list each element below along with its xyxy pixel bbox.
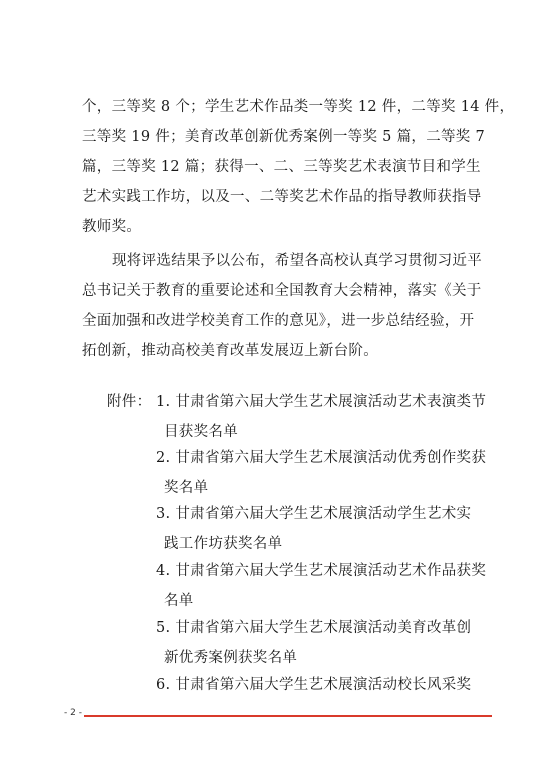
attachment-line: 新优秀案例获奖名单 [164,650,298,666]
attachment-item [156,499,496,559]
attachment-line: 践工作坊获奖名单 [164,536,283,552]
text-line: 总书记关于教育的重要论述和全国教育大会精神，落实《关于 [82,283,482,299]
attachment-item [156,556,496,616]
attachment-line: 名单 [164,593,194,609]
attachment-line: 1. 甘肃省第六届大学生艺术展演活动艺术表演类节 [156,394,487,410]
text-line: 三等奖 19 件；美育改革创新优秀案例一等奖 5 篇，二等奖 7 [82,129,486,145]
attachment-line: 3. 甘肃省第六届大学生艺术展演活动学生艺术实 [156,506,472,522]
text-line: 教师奖。 [82,219,142,235]
attachment-line: 5. 甘肃省第六届大学生艺术展演活动美育改革创 [156,620,472,636]
attachment-line: 目获奖名单 [164,424,238,440]
text-line: 拓创新，推动高校美育改革发展迈上新台阶。 [82,343,378,359]
body-paragraph-awards [82,92,515,242]
footer-rule [62,715,492,717]
attachment-item [156,387,496,447]
body-paragraph-announcement [82,246,492,366]
attachment-item [156,443,496,503]
attachment-line: 6. 甘肃省第六届大学生艺术展演活动校长风采奖 [156,677,472,693]
attachments-label: 附件： [107,394,152,410]
page-number: - 2 - [64,708,82,718]
attachment-item [156,670,496,700]
attachment-line: 4. 甘肃省第六届大学生艺术展演活动艺术作品获奖 [156,563,487,579]
text-line: 艺术实践工作坊，以及一、二等奖艺术作品的指导教师获指导 [82,189,482,205]
attachment-item [156,613,496,673]
text-line: 篇，三等奖 12 篇；获得一、二、三等奖艺术表演节目和学生 [82,159,481,175]
text-line: 个，三等奖 8 个；学生艺术作品类一等奖 12 件，二等奖 14 件， [82,99,515,115]
text-line: 现将评选结果予以公布，希望各高校认真学习贯彻习近平 [112,253,482,269]
attachment-line: 奖名单 [164,480,209,496]
text-line: 全面加强和改进学校美育工作的意见》，进一步总结经验，开 [82,313,475,329]
attachment-line: 2. 甘肃省第六届大学生艺术展演活动优秀创作奖获 [156,450,487,466]
